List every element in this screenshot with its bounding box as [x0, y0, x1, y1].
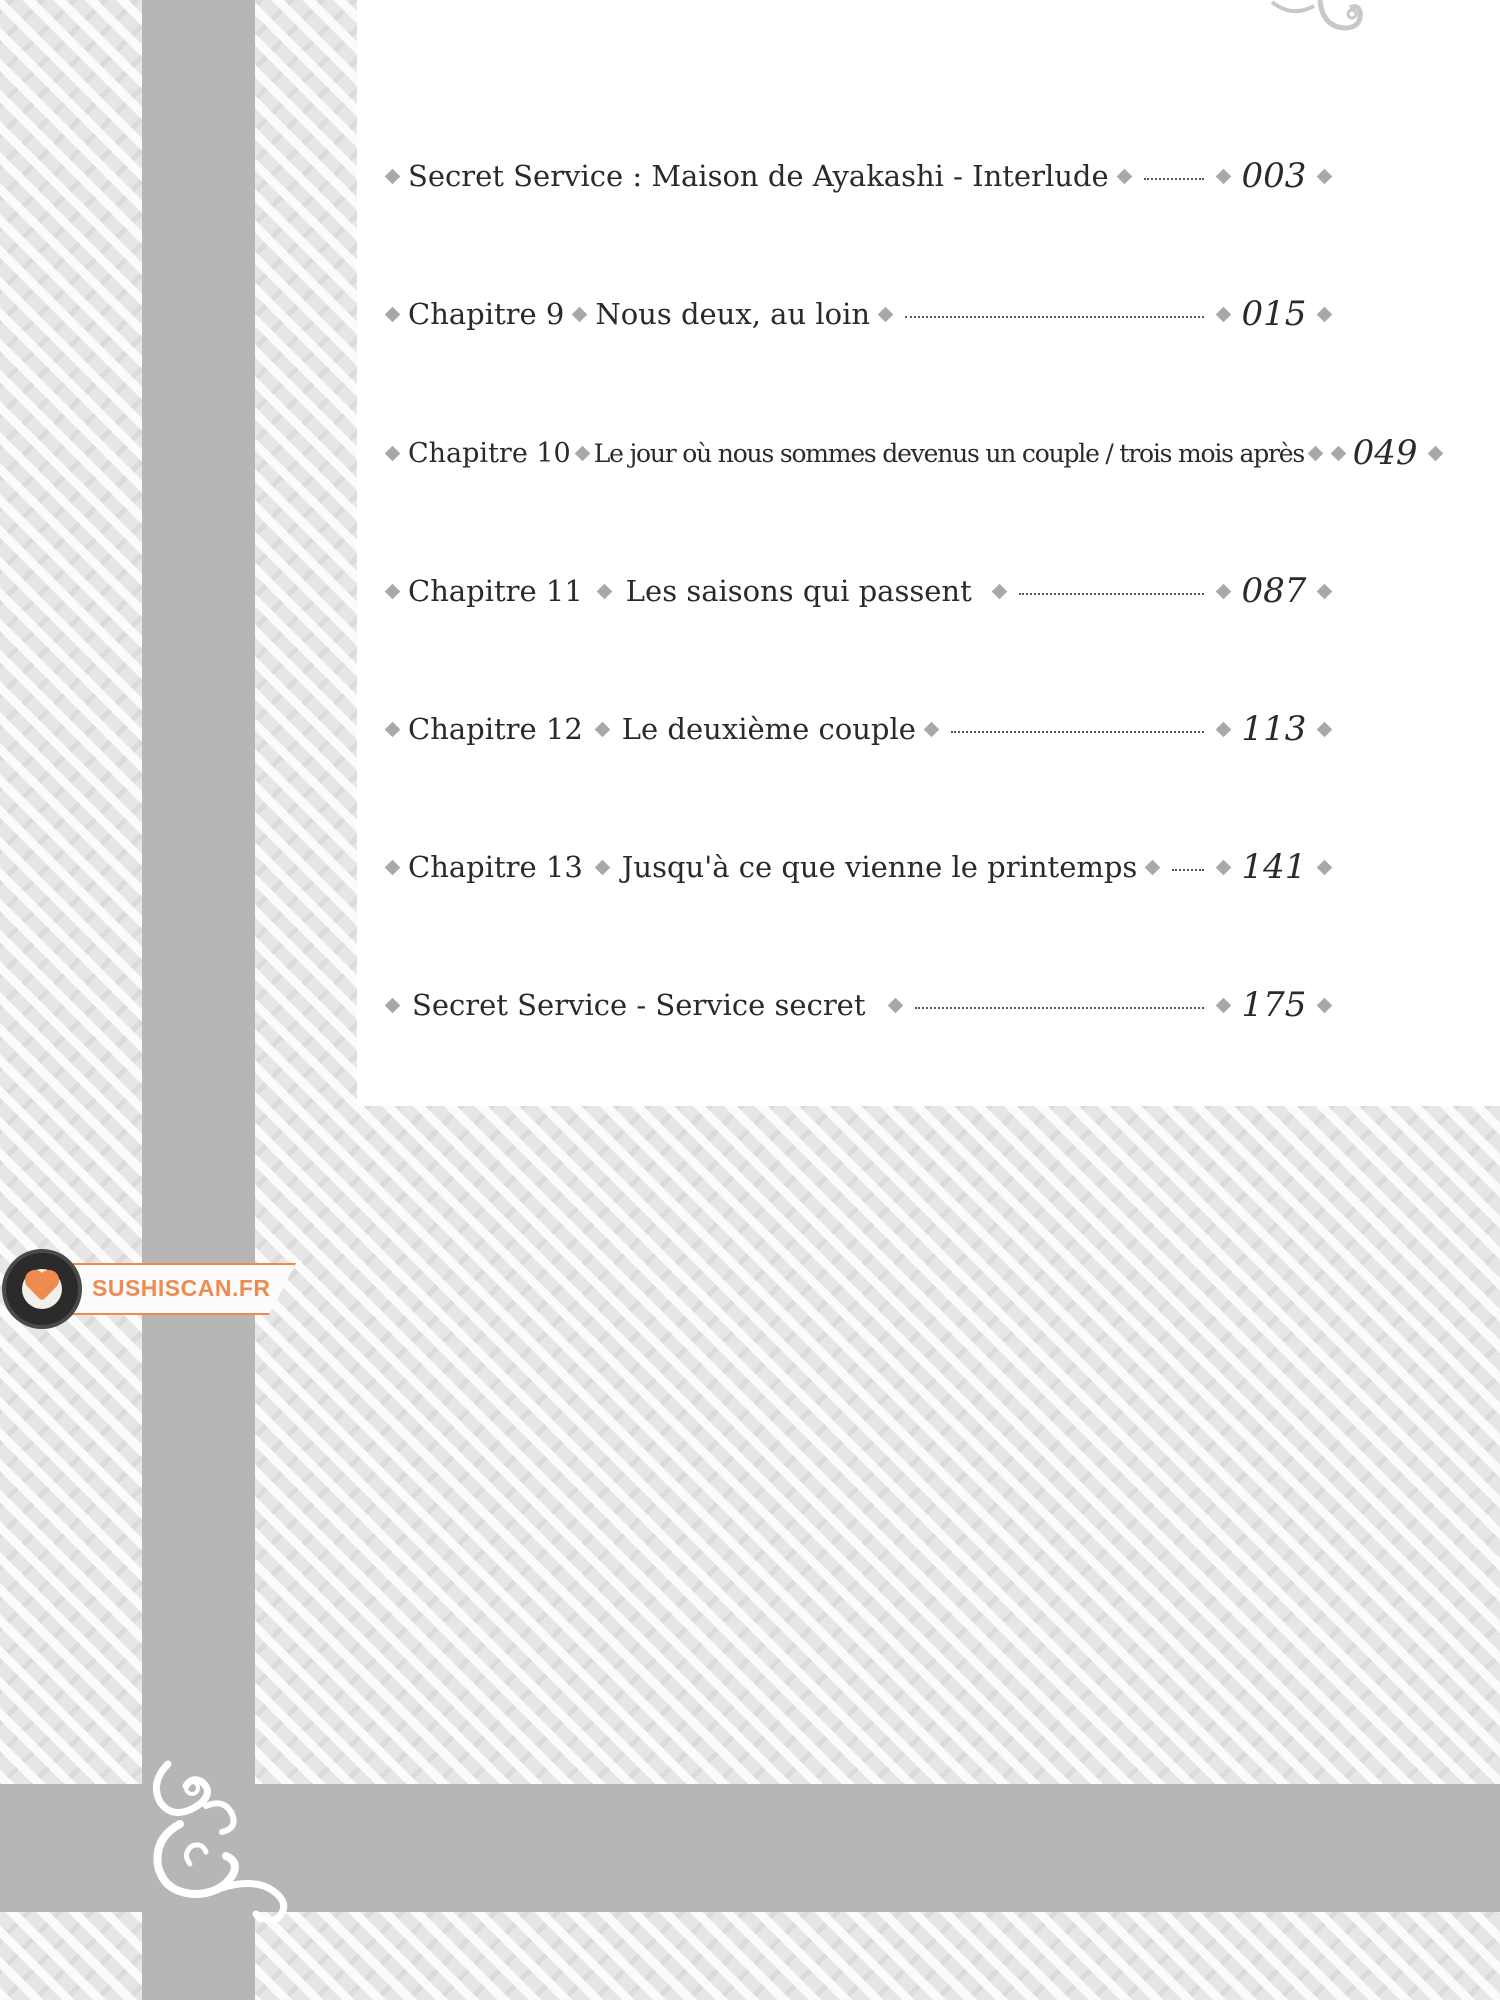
diamond-bullet-icon	[1317, 721, 1333, 737]
watermark-text: SUSHISCAN.FR	[92, 1275, 271, 1301]
diamond-bullet-icon	[924, 721, 940, 737]
sushiscan-watermark[interactable]	[0, 1249, 300, 1335]
toc-chapter-number: Chapitre 13	[408, 850, 583, 884]
toc-page-number: 015	[1241, 294, 1307, 334]
dotted-leader	[905, 316, 1204, 318]
toc-entry-chapter-12[interactable]	[385, 704, 1340, 754]
toc-entry-chapter-13[interactable]	[385, 842, 1340, 892]
toc-entry-title: Secret Service - Service secret	[412, 988, 866, 1022]
diamond-bullet-icon	[574, 445, 590, 461]
toc-page-number: 141	[1241, 847, 1307, 887]
diamond-bullet-icon	[1216, 306, 1232, 322]
corner-swirl-ornament	[1262, 0, 1382, 40]
diamond-bullet-icon	[1216, 721, 1232, 737]
diamond-bullet-icon	[385, 997, 401, 1013]
diamond-bullet-icon	[385, 721, 401, 737]
diamond-bullet-icon	[385, 168, 401, 184]
diamond-bullet-icon	[1317, 306, 1333, 322]
diamond-bullet-icon	[385, 306, 401, 322]
toc-entry-title: Nous deux, au loin	[595, 297, 871, 331]
toc-entry-title: Le jour où nous sommes devenus un couple / trois mois après	[593, 438, 1305, 468]
dotted-leader	[951, 731, 1204, 733]
toc-entry-title: Les saisons qui passent	[625, 574, 972, 608]
diamond-bullet-icon	[1308, 445, 1324, 461]
toc-entry-interlude[interactable]	[385, 151, 1340, 201]
toc-page-number: 049	[1352, 433, 1418, 473]
diamond-bullet-icon	[385, 859, 401, 875]
dotted-leader	[1172, 869, 1204, 871]
toc-entry-chapter-9[interactable]	[385, 289, 1340, 339]
diamond-bullet-icon	[887, 997, 903, 1013]
toc-chapter-number: Chapitre 11	[408, 574, 583, 608]
diamond-bullet-icon	[1216, 168, 1232, 184]
watermark-disc	[2, 1249, 82, 1329]
vertical-ribbon	[142, 0, 255, 2000]
diamond-bullet-icon	[1317, 859, 1333, 875]
toc-page-number: 113	[1241, 709, 1307, 749]
dotted-leader	[915, 1007, 1205, 1009]
toc-page-number: 003	[1241, 156, 1307, 196]
toc-entry-chapter-10[interactable]	[385, 428, 1418, 478]
toc-page-number: 087	[1241, 571, 1307, 611]
toc-entry-chapter-11[interactable]	[385, 566, 1340, 616]
diamond-bullet-icon	[1317, 168, 1333, 184]
toc-entry-service-secret[interactable]	[385, 980, 1340, 1030]
diamond-bullet-icon	[991, 583, 1007, 599]
toc-chapter-number: Chapitre 10	[408, 437, 571, 469]
diamond-bullet-icon	[597, 583, 613, 599]
diamond-bullet-icon	[572, 306, 588, 322]
diamond-bullet-icon	[385, 583, 401, 599]
diamond-bullet-icon	[878, 306, 894, 322]
diamond-bullet-icon	[595, 859, 611, 875]
toc-page-number: 175	[1241, 985, 1307, 1025]
diamond-bullet-icon	[1116, 168, 1132, 184]
diamond-bullet-icon	[1216, 859, 1232, 875]
diamond-bullet-icon	[1145, 859, 1161, 875]
bottom-swirl-ornament	[140, 1742, 320, 1922]
toc-entry-title: Jusqu'à ce que vienne le printemps	[621, 850, 1138, 884]
toc-chapter-number: Chapitre 9	[408, 297, 565, 331]
diamond-bullet-icon	[595, 721, 611, 737]
toc-chapter-number: Chapitre 12	[408, 712, 583, 746]
diamond-bullet-icon	[1317, 997, 1333, 1013]
dotted-leader	[1144, 178, 1204, 180]
diamond-bullet-icon	[1216, 997, 1232, 1013]
diamond-bullet-icon	[1216, 583, 1232, 599]
diamond-bullet-icon	[385, 445, 401, 461]
toc-entry-title: Secret Service : Maison de Ayakashi - Interlude	[408, 159, 1109, 193]
dotted-leader	[1019, 593, 1204, 595]
toc-entry-title: Le deuxième couple	[621, 712, 916, 746]
diamond-bullet-icon	[1317, 583, 1333, 599]
